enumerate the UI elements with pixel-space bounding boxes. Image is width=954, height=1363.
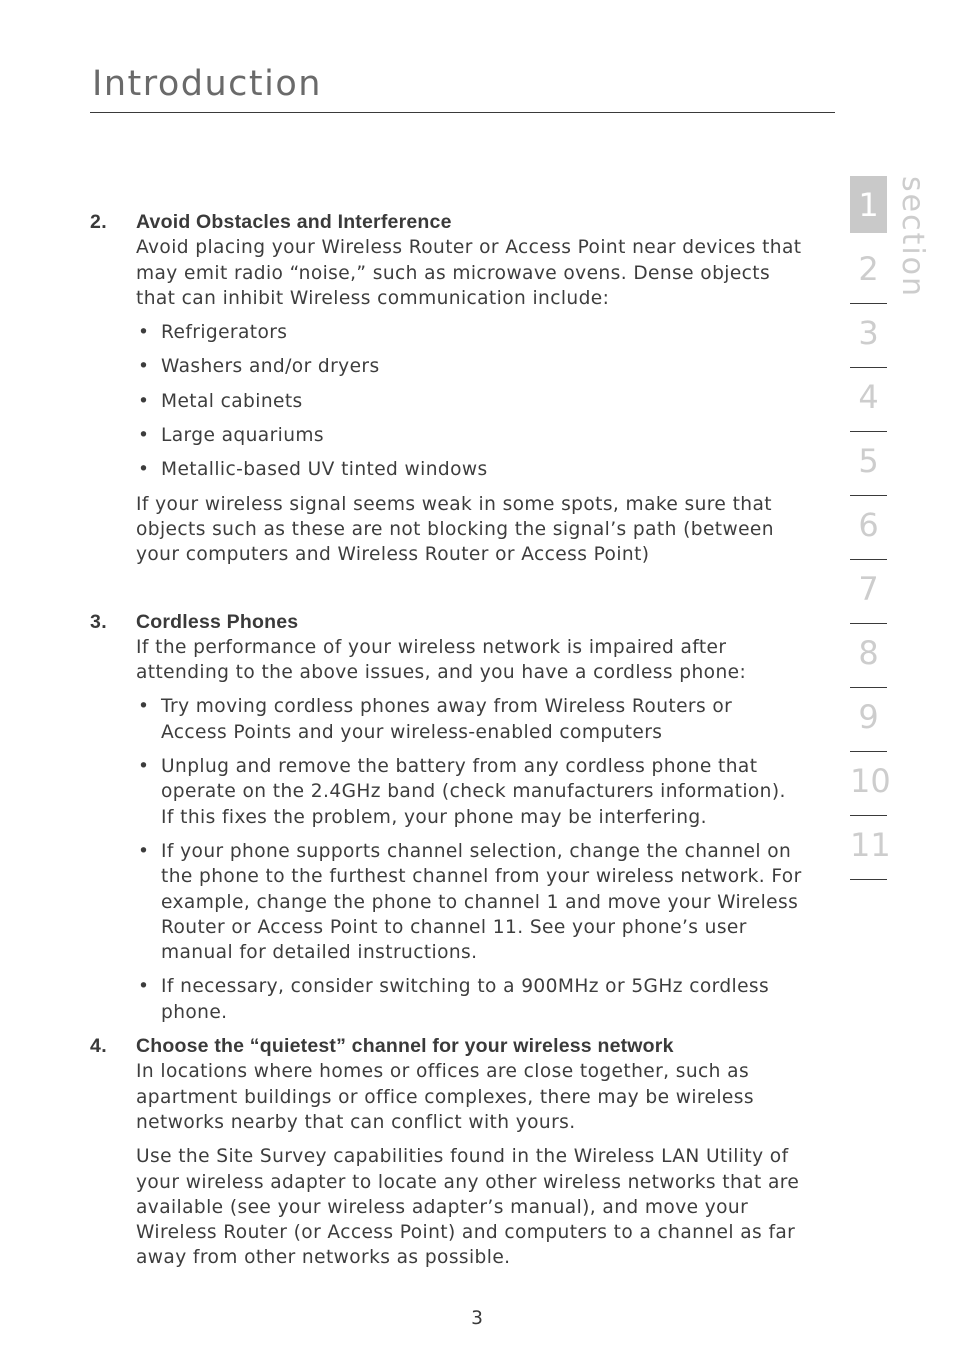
- item-outro: If your wireless signal seems weak in some spots, make sure that objects such as these are not blocking the signal’s path (between your computers and Wireless Router or Access Point): [136, 493, 774, 566]
- bullet-item: • Refrigerators: [136, 320, 802, 345]
- page-title: Introduction: [92, 64, 322, 104]
- section-number: 5: [858, 442, 879, 480]
- section-nav-item-8[interactable]: [850, 624, 887, 688]
- section-nav-item-7[interactable]: [850, 560, 887, 624]
- bullet-icon: •: [138, 390, 150, 412]
- bullet-icon: •: [138, 840, 150, 862]
- bullet-icon: •: [138, 459, 150, 481]
- bullet-icon: •: [138, 425, 150, 447]
- bullet-list: [136, 694, 802, 1025]
- section-nav: [850, 176, 891, 880]
- section-number: 11: [850, 826, 891, 864]
- section-number: 10: [850, 762, 891, 800]
- bullet-item: • Unplug and remove the battery from any cordless phone that operate on the 2.4GHz band (check manufacturers information). If this fixes the problem, your phone may be interfering.: [138, 756, 786, 828]
- bullet-icon: •: [138, 696, 150, 718]
- bullet-icon: •: [138, 976, 150, 998]
- section-nav-item-6[interactable]: [850, 496, 887, 560]
- section-number: 3: [858, 314, 879, 352]
- bullet-item: • Metallic-based UV tinted windows: [136, 457, 802, 482]
- item-intro: In locations where homes or offices are close together, such as apartment buildings or office complexes, there may be wireless networks nearby that can conflict with yours.: [136, 1061, 754, 1133]
- bullet-icon: •: [138, 756, 150, 778]
- bullet-icon: •: [138, 356, 150, 378]
- bullet-icon: •: [138, 322, 150, 344]
- section-nav-item-2[interactable]: [850, 240, 887, 304]
- title-divider: [90, 112, 835, 113]
- bullet-item: • Try moving cordless phones away from Wireless Routers or Access Points and your wireless-enabled computers: [138, 696, 733, 743]
- section-number: 1: [858, 186, 879, 224]
- section-nav-item-10[interactable]: [850, 752, 891, 816]
- section-nav-item-3[interactable]: [850, 304, 887, 368]
- section-nav-item-4[interactable]: [850, 368, 887, 432]
- bullet-list: [136, 320, 802, 482]
- bullet-item: • Washers and/or dryers: [136, 354, 802, 379]
- item-number: 2.: [90, 211, 108, 233]
- bullet-item: • Metal cabinets: [136, 389, 802, 414]
- section-number: 6: [858, 506, 879, 544]
- section-number: 2: [858, 250, 879, 288]
- main-content: [90, 210, 802, 1271]
- item-number: 4.: [90, 1035, 108, 1058]
- section-number: 8: [858, 634, 879, 672]
- list-item-avoid-obstacles: [90, 210, 802, 568]
- section-nav-item-5[interactable]: [850, 432, 887, 496]
- bullet-item: • If necessary, consider switching to a 900MHz or 5GHz cordless phone.: [138, 976, 770, 1023]
- list-item-cordless-phones: [90, 610, 802, 1025]
- section-nav-item-9[interactable]: [850, 688, 887, 752]
- item-outro: Use the Site Survey capabilities found in the Wireless LAN Utility of your wireless adapter to locate any other wireless networks that are available (see your wireless adapter’s manual), and move your Wireless Router (or Access Point) and computers to a channel as far away from other networks as possible.: [136, 1146, 800, 1269]
- section-nav-item-11[interactable]: [850, 816, 891, 880]
- item-number: 3.: [90, 610, 108, 633]
- item-heading: Cordless Phones: [136, 610, 299, 633]
- item-heading: Avoid Obstacles and Interference: [136, 211, 452, 233]
- section-number: 4: [858, 378, 879, 416]
- list-item-quietest-channel: [90, 1034, 802, 1271]
- section-label: section: [895, 176, 930, 299]
- item-heading: Choose the “quietest” channel for your wireless network: [136, 1035, 674, 1058]
- bullet-item: • Large aquariums: [136, 423, 802, 448]
- item-intro: If the performance of your wireless network is impaired after attending to the above issues, and you have a cordless phone:: [136, 636, 747, 684]
- section-number: 7: [858, 570, 879, 608]
- item-intro: Avoid placing your Wireless Router or Access Point near devices that may emit radio “noise,” such as microwave ovens. Dense objects that can inhibit Wireless communication include:: [136, 237, 802, 309]
- section-number: 9: [858, 698, 879, 736]
- bullet-item: • If your phone supports channel selection, change the channel on the phone to the furthest channel from your wireless network. For example, change the phone to channel 1 and move your Wireless Router or Access Point to channel 11. See your phone’s user manual for detailed instructions.: [138, 840, 802, 964]
- page-number: 3: [471, 1308, 483, 1329]
- section-nav-item-1[interactable]: [850, 176, 887, 240]
